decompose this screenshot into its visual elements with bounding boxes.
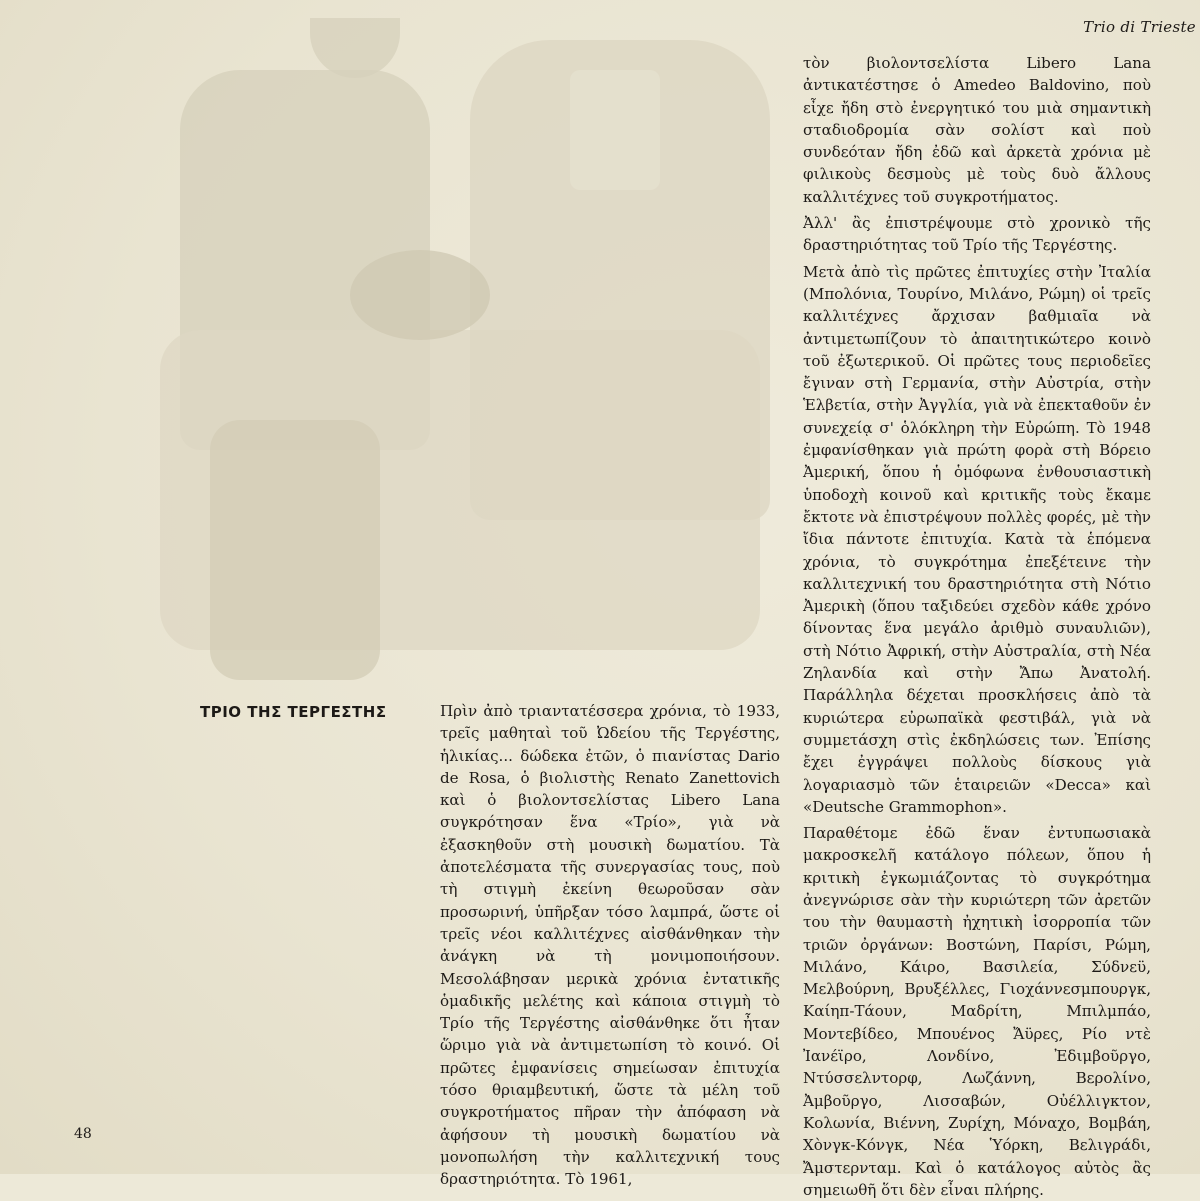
paragraph: Πρὶν ἀπὸ τριαντατέσσερα χρόνια, τὸ 1933, τρεῖς μαθηταὶ τοῦ Ὠδείου τῆς Τεργέστης, ἡλικίας... δώδεκα ἐτῶν, ὁ πιανίστας Dario de Rosa, ὁ βιολιστὴς Renato Zanettovich καὶ ὁ βιολοντσελίστας Libero Lana συγκρότησαν ἕνα «Τρίο», γιὰ νὰ ἐξασκηθοῦν στὴ μουσικὴ δωματίου. Τὰ ἀποτελέσματα τῆς συνεργασίας τους, ποὺ τὴ στιγμὴ ἐκείνη θεωροῦσαν σὰν προσωρινή, ὑπῆρξαν τόσο λαμπρά, ὥστε οἱ τρεῖς νέοι καλλιτέχνες αἰσθάνθηκαν τὴν ἀνάγκη νὰ τὴ μονιμοποιήσουν. Μεσολάβησαν μερικὰ χρόνια ἐντατικῆς ὁμαδικῆς μελέτης καὶ κάποια στιγμὴ τὸ Τρίο τῆς Τεργέστης αἰσθάνθηκε ὅτι ἦταν ὥριμο γιὰ νὰ ἀντιμετωπίση τὸ κοινό. Οἱ πρῶτες ἐμφανίσεις σημείωσαν ἐπιτυχία τόσο θριαμβευτική, ὥστε τὰ μέλη τοῦ συγκροτήματος πῆραν τὴν ἀπόφαση νὰ ἀφήσουν τὴ μουσικὴ δωματίου νὰ μονοπωλήση τὴν καλλιτεχνική τους δραστηριότητα. Τὸ 1961, bbox=[440, 702, 780, 1189]
photo-figure-head bbox=[310, 18, 400, 78]
page-number: 48 bbox=[74, 1126, 92, 1142]
photo-figure-hands bbox=[350, 250, 490, 340]
paragraph: Μετὰ ἀπὸ τὶς πρῶτες ἐπιτυχίες στὴν Ἰταλία (Μπολόνια, Τουρίνο, Μιλάνο, Ρώμη) οἱ τρεῖς καλλιτέχνες ἄρχισαν βαθμιαῖα νὰ ἀντιμετωπίζουν τὸ ἀπαιτητικώτερο κοινὸ τοῦ ἐξωτερικοῦ. Οἱ πρῶτες τους περιοδεῖες ἔγιναν στὴ Γερμανία, στὴν Αὐστρία, στὴν Ἑλβετία, στὴν Ἀγγλία, γιὰ νὰ ἐπεκταθοῦν ἐν συνεχείᾳ σ' ὁλόκληρη τὴν Εὐρώπη. Τὸ 1948 ἐμφανίσθηκαν γιὰ πρώτη φορὰ στὴ Βόρειο Ἀμερική, ὅπου ἡ ὁμόφωνα ἐνθουσιαστικὴ ὑποδοχὴ κοινοῦ καὶ κριτικῆς τοὺς ἔκαμε ἔκτοτε νὰ ἐπιστρέψουν πολλὲς φορές, μὲ τὴν ἴδια πάντοτε ἐπιτυχία. Κατὰ τὰ ἑπόμενα χρόνια, τὸ συγκρότημα ἐπεξέτεινε τὴν καλλιτεχνική του δραστηριότητα στὴ Νότιο Ἀμερικὴ (ὅπου ταξιδεύει σχεδὸν κάθε χρόνο δίνοντας ἕνα μεγάλο ἀριθμὸ συναυλιῶν), στὴ Νότιο Ἀφρική, στὴν Αὐστραλία, στὴ Νέα Ζηλανδία καὶ στὴν Ἄπω Ἀνατολή. Παράλληλα δέχεται προσκλήσεις ἀπὸ τὰ κυριώτερα εὐρωπαϊκὰ φεστιβάλ, γιὰ νὰ συμμετάσχη στὶς ἐκδηλώσεις των. Ἐπίσης ἔχει ἐγγράψει πολλοὺς δίσκους γιὰ λογαριασμὸ τῶν ἑταιρειῶν «Decca» καὶ «Deutsche Grammophon». bbox=[803, 262, 1151, 816]
running-head: Trio di Trieste bbox=[1083, 18, 1196, 36]
faded-trio-photograph bbox=[150, 0, 790, 700]
section-title: ΤΡΙΟ ΤΗΣ ΤΕΡΓΕΣΤΗΣ bbox=[200, 703, 387, 721]
paragraph: Παραθέτομε ἐδῶ ἕναν ἐντυπωσιακὰ μακροσκελῆ κατάλογο πόλεων, ὅπου ἡ κριτικὴ ἐγκωμιάζοντας τὸ συγκρότημα ἀνεγνώρισε σὰν τὴν κυριώτερη τῶν ἀρετῶν του τὴν θαυμαστὴ ἠχητικὴ ἰσορροπία τῶν τριῶν ὀργάνων: Βοστώνη, Παρίσι, Ρώμη, Μιλάνο, Κάιρο, Βασιλεία, Σύδνεϋ, Μελβούρνη, Βρυξέλλες, Γιοχάννεσμπουργκ, Καίηπ-Τάουν, Μαδρίτη, Μπιλμπάο, Μοντεβίδεο, Μπουένος Ἄϋρες, Ρίο ντὲ Ἰανέϊρο, Λονδίνο, Ἐδιμβοῦργο, Ντύσσελντορφ, Λωζάννη, Βερολίνο, Ἀμβοῦργο, Λισσαβών, Οὐέλλιγκτον, Κολωνία, Βιέννη, Ζυρίχη, Μόναχο, Βομβάη, Χὸνγκ-Κόνγκ, Νέα Ὑόρκη, Βελιγράδι, Ἄμστερνταμ. Καὶ ὁ κατάλογος αὐτὸς ἂς σημειωθῆ ὅτι δὲν εἶναι πλήρης. bbox=[803, 824, 1151, 1199]
photo-figure-leg bbox=[210, 420, 380, 680]
paragraph: τὸν βιολοντσελίστα Libero Lana ἀντικατέστησε ὁ Amedeo Baldovino, ποὺ εἶχε ἤδη στὸ ἐνεργητικό του μιὰ σημαντικὴ σταδιοδρομία σὰν σολίστ καὶ ποὺ συνδεόταν ἤδη ἐδῶ καὶ ἀρκετὰ χρόνια μὲ φιλικοὺς δεσμοὺς μὲ τοὺς δυὸ ἄλλους καλλιτέχνες τοῦ συγκροτήματος. bbox=[803, 54, 1151, 206]
left-text-column bbox=[440, 700, 780, 1191]
paragraph: Ἀλλ' ἂς ἐπιστρέψουμε στὸ χρονικὸ τῆς δραστηριότητας τοῦ Τρίο τῆς Τεργέστης. bbox=[803, 214, 1151, 255]
right-text-column bbox=[803, 52, 1151, 1201]
photo-figure-collar bbox=[570, 70, 660, 190]
